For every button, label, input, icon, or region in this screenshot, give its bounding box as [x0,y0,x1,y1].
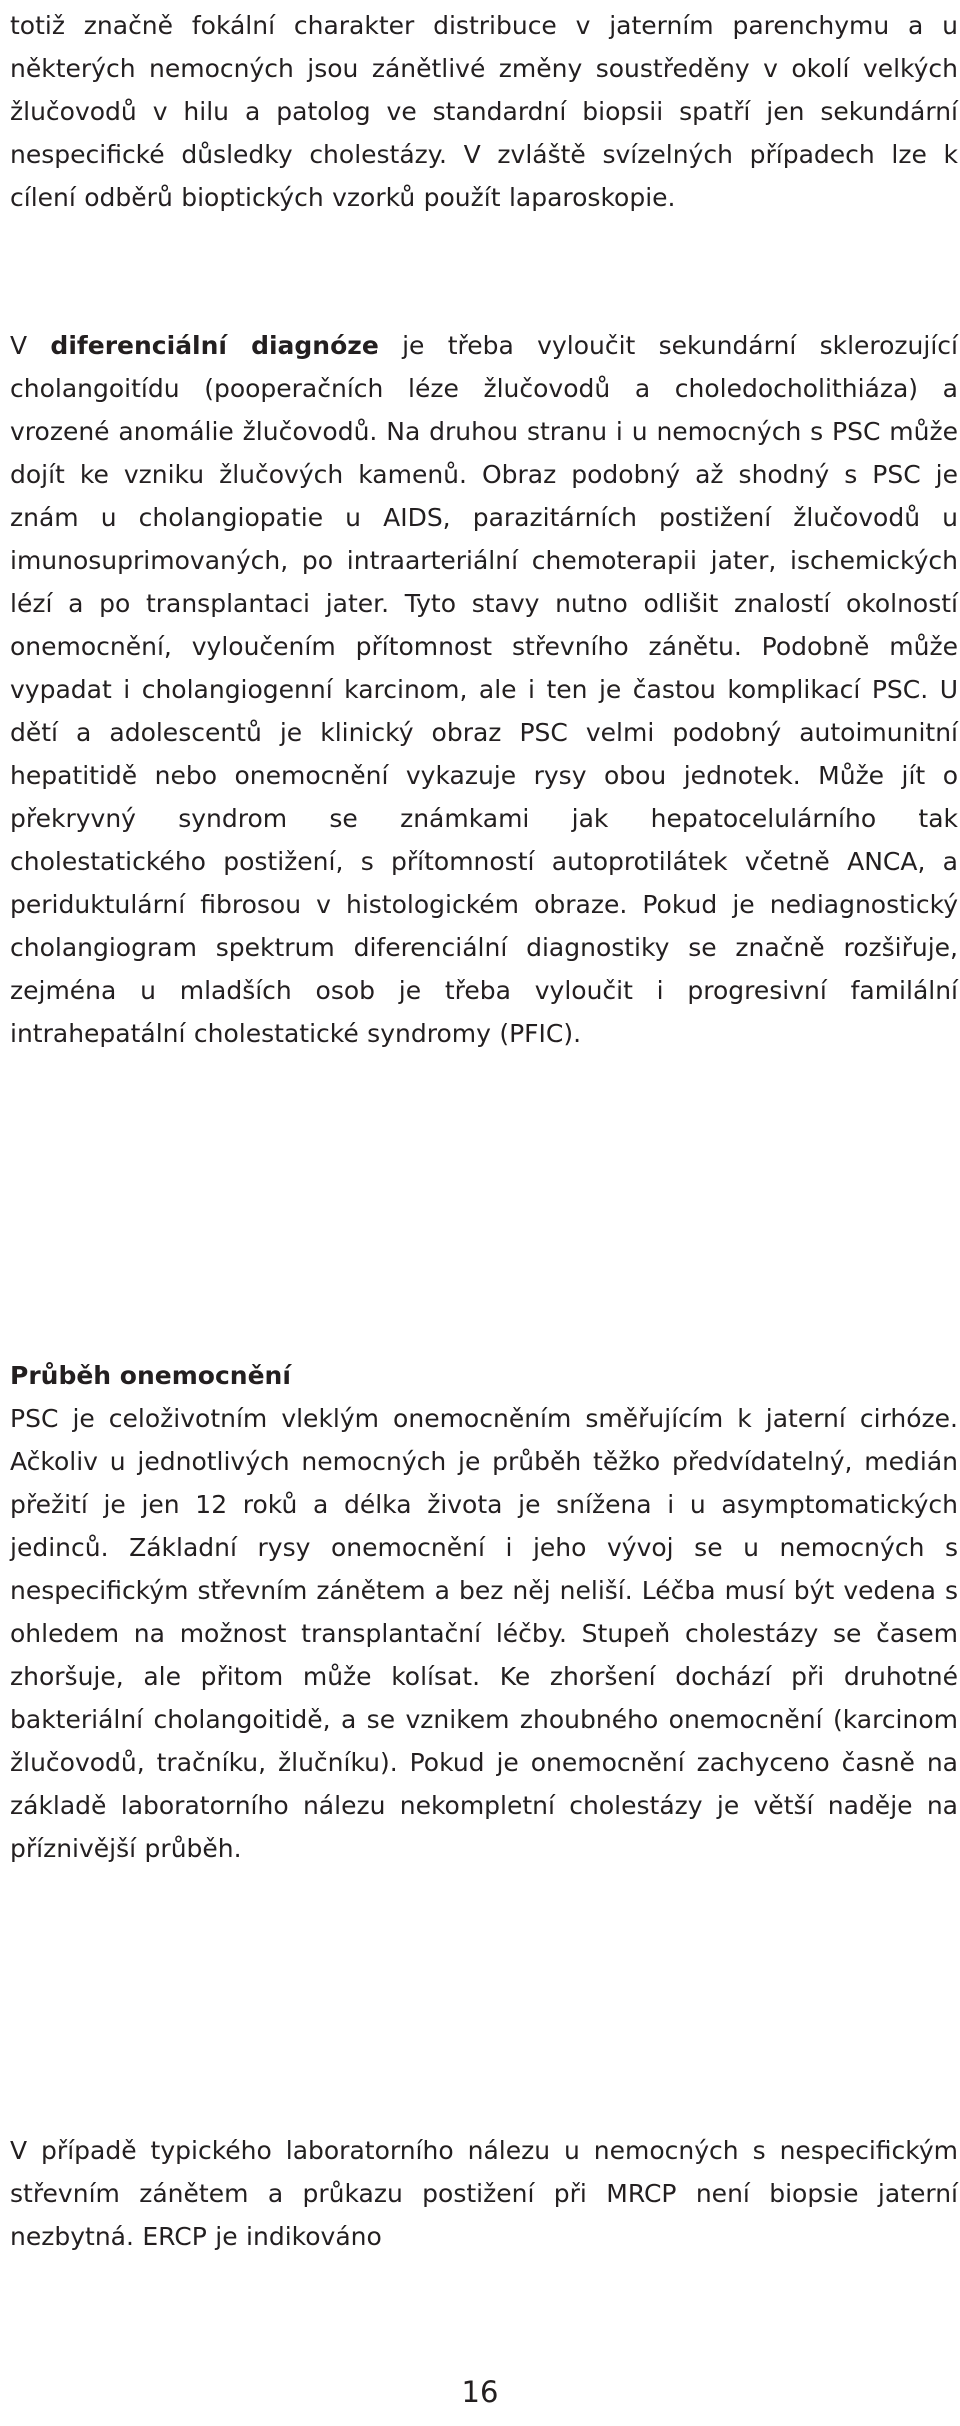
paragraph-2-lead: V [10,331,51,360]
bold-term-differential-diagnosis: diferenciální diagnóze [50,331,379,360]
paragraph-1: totiž značně fokální charakter distribuce v jaterním parenchymu a u některých nemocných jsou zánětlivé změny soustředěny v okolí velkých žlučovodů v hilu a patolog ve standardní biopsii spatří jen sekundární nespecifické důsledky cholestázy. V zvláště svízelných případech lze k cílení odběrů bioptických vzorků použít laparoskopie. [10,11,958,212]
paragraph-2-text: je třeba vyloučit sekundární sklerozující cholangoitídu (pooperačních léze žlučovodů a choledocholithiáza) a vrozené anomálie žlučovodů. Na druhou stranu i u nemocných s PSC může dojít ke vzniku žlučových kamenů. Obraz podobný až shodný s PSC je znám u cholangiopatie u AIDS, parazitárních postižení žlučovodů u imunosuprimovaných, po intraarteriální chemoterapii jater, ischemických lézí a po transplantaci jater. Tyto stavy nutno odlišit znalostí okolností onemocnění, vyloučením přítomnost střevního zánětu. Podobně může vypadat i cholangiogenní karcinom, ale i ten je častou komplikací PSC. U dětí a adolescentů je klinický obraz PSC velmi podobný autoimunitní hepatitidě nebo onemocnění vykazuje rysy obou jednotek. Může jít o překryvný syndrom se známkami jak hepatocelulárního tak cholestatického postižení, s přítomností autoprotilátek včetně ANCA, a periduktulární fibrosou v histologickém obraze. Pokud je nediagnostický cholangiogram spektrum diferenciální diagnostiky se značně rozšiřuje, zejména u mladších osob je třeba vyloučit i progresivní familální intrahepatální cholestatické syndromy (PFIC). [10,331,958,1048]
page-number: 16 [461,2375,499,2409]
paragraph-course: PSC je celoživotním vleklým onemocněním směřujícím k jaterní cirhóze. Ačkoliv u jednotlivých nemocných je průběh těžko předvídatelný, medián přežití je jen 12 roků a délka života je snížena i u asymptomatických jedinců. Základní rysy onemocnění i jeho vývoj se u nemocných s nespecifickým střevním zánětem a bez něj neliší. Léčba musí být vedena s ohledem na možnost transplantační léčby. Stupeň cholestázy se časem zhoršuje, ale přitom může kolísat. Ke zhoršení dochází při druhotné bakteriální cholangoitidě, a se vznikem zhoubného onemocnění (karcinom žlučovodů, tračníku, žlučníku). Pokud je onemocnění zachyceno časně na základě laboratorního nálezu nekompletní cholestázy je větší naděje na příznivější průběh. [10,1404,958,1863]
paragraph-4: V případě typického laboratorního nálezu u nemocných s nespecifickým střevním zánětem a průkazu postižení při MRCP není biopsie jaterní nezbytná. ERCP je indikováno [10,2136,958,2251]
section-heading: Průběh onemocnění [10,1361,291,1390]
paragraph-differential-diagnosis [10,324,958,1055]
